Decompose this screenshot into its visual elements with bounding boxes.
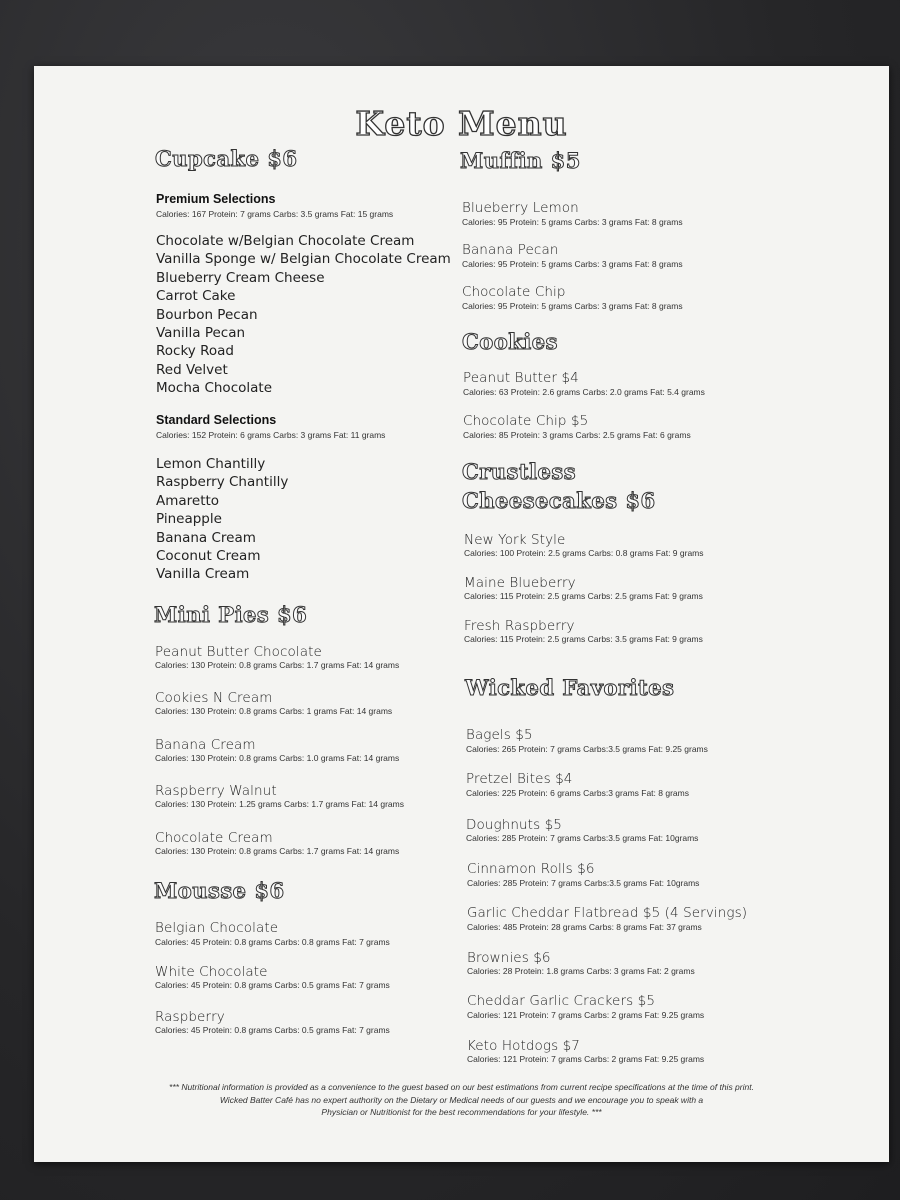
muffin-name: Blueberry Lemon [462,200,579,216]
list-item: Rocky Road [156,343,234,360]
mini-pie-name: Raspberry Walnut [155,783,277,799]
mousse-name: White Chocolate [155,964,268,980]
list-item: Chocolate w/Belgian Chocolate Cream [156,233,415,249]
list-item: Coconut Cream [156,548,261,565]
list-item: Red Velvet [156,361,228,378]
muffin-name: Banana Pecan [462,242,559,258]
mousse-nutrition: Calories: 45 Protein: 0.8 grams Carbs: 0.5 grams Fat: 7 grams [155,980,390,990]
wicked-item-name: Garlic Cheddar Flatbread $5 (4 Servings) [467,905,748,921]
mousse-name: Belgian Chocolate [155,920,279,936]
cheesecake-nutrition: Calories: 115 Protein: 2.5 grams Carbs: 2.5 grams Fat: 9 grams [464,591,703,601]
wicked-item-nutrition: Calories: 265 Protein: 7 grams Carbs:3.5 grams Fat: 9.25 grams [466,744,708,754]
premium-selections-label: Premium Selections [156,192,276,206]
list-item: Raspberry Chantilly [156,474,289,491]
cheesecakes-heading-line1: Crustless [462,459,577,484]
standard-cupcake-list [156,455,288,584]
wicked-item-nutrition: Calories: 28 Protein: 1.8 grams Carbs: 3 grams Fat: 2 grams [467,966,695,976]
list-item: Vanilla Sponge w/ Belgian Chocolate Cream [156,251,451,268]
wicked-item-name: Pretzel Bites $4 [466,771,573,787]
cheesecake-name: Fresh Raspberry [464,618,575,634]
premium-cupcake-list [156,232,451,398]
cookies-heading: Cookies [462,329,558,354]
cupcake-heading: Cupcake $6 [155,146,298,171]
mini-pie-name: Chocolate Cream [155,830,273,846]
cheesecake-name: Maine Blueberry [464,575,576,591]
list-item: Vanilla Pecan [156,325,246,342]
list-item: Vanilla Cream [156,566,250,583]
wicked-item-name: Bagels $5 [466,727,533,743]
list-item: Carrot Cake [156,288,236,305]
mini-pies-heading: Mini Pies $6 [154,602,308,627]
list-item: Mocha Chocolate [156,380,272,397]
wicked-item-nutrition: Calories: 285 Protein: 7 grams Carbs:3.5 grams Fat: 10grams [466,833,699,843]
mini-pie-name: Cookies N Cream [155,690,273,706]
disclaimer-line: Physician or Nutritionist for the best recommendations for your lifestyle. *** [321,1107,602,1117]
mini-pie-nutrition: Calories: 130 Protein: 0.8 grams Carbs: 1.7 grams Fat: 14 grams [155,846,400,856]
list-item: Banana Cream [156,529,256,546]
list-item: Pineapple [156,511,222,528]
wicked-item-name: Cheddar Garlic Crackers $5 [467,993,656,1009]
mini-pie-nutrition: Calories: 130 Protein: 0.8 grams Carbs: 1 grams Fat: 14 grams [155,706,393,716]
list-item: Lemon Chantilly [156,456,266,472]
wicked-item-name: Keto Hotdogs $7 [467,1038,580,1054]
mousse-nutrition: Calories: 45 Protein: 0.8 grams Carbs: 0.8 grams Fat: 7 grams [155,937,390,947]
cookie-nutrition: Calories: 63 Protein: 2.6 grams Carbs: 2.0 grams Fat: 5.4 grams [463,387,705,397]
mini-pie-nutrition: Calories: 130 Protein: 1.25 grams Carbs: 1.7 grams Fat: 14 grams [155,799,404,809]
cookie-name: Chocolate Chip $5 [463,413,589,429]
standard-nutrition: Calories: 152 Protein: 6 grams Carbs: 3 grams Fat: 11 grams [156,430,386,440]
cookie-name: Peanut Butter $4 [463,370,579,386]
wicked-item-nutrition: Calories: 285 Protein: 7 grams Carbs:3.5 grams Fat: 10grams [467,878,700,888]
menu-title: Keto Menu [355,104,568,143]
cheesecakes-heading-line2: Cheesecakes $6 [462,488,656,513]
muffin-nutrition: Calories: 95 Protein: 5 grams Carbs: 3 grams Fat: 8 grams [462,259,683,269]
cheesecake-name: New York Style [464,532,566,548]
wicked-item-name: Brownies $6 [467,950,551,966]
disclaimer-line: *** Nutritional information is provided as a convenience to the guest based on our best estimations from current recipe specifications at the time of this print. [169,1082,754,1092]
list-item: Amaretto [156,492,220,509]
muffin-heading: Muffin $5 [460,148,581,173]
cheesecake-nutrition: Calories: 100 Protein: 2.5 grams Carbs: 0.8 grams Fat: 9 grams [464,548,704,558]
list-item: Bourbon Pecan [156,306,258,323]
menu-page [34,66,889,1162]
wicked-favorites-heading: Wicked Favorites [465,675,675,700]
mousse-heading: Mousse $6 [154,878,285,903]
muffin-name: Chocolate Chip [462,284,566,300]
wicked-item-nutrition: Calories: 225 Protein: 6 grams Carbs:3 grams Fat: 8 grams [466,788,689,798]
premium-nutrition: Calories: 167 Protein: 7 grams Carbs: 3.5 grams Fat: 15 grams [156,209,394,219]
muffin-nutrition: Calories: 95 Protein: 5 grams Carbs: 3 grams Fat: 8 grams [462,301,683,311]
mini-pie-name: Peanut Butter Chocolate [155,644,322,660]
standard-selections-label: Standard Selections [156,413,277,427]
cookie-nutrition: Calories: 85 Protein: 3 grams Carbs: 2.5 grams Fat: 6 grams [463,430,691,440]
nutrition-disclaimer [34,1081,889,1119]
wicked-item-nutrition: Calories: 121 Protein: 7 grams Carbs: 2 grams Fat: 9.25 grams [467,1054,705,1064]
mousse-nutrition: Calories: 45 Protein: 0.8 grams Carbs: 0.5 grams Fat: 7 grams [155,1025,390,1035]
wicked-item-nutrition: Calories: 485 Protein: 28 grams Carbs: 8 grams Fat: 37 grams [467,922,702,932]
mini-pie-name: Banana Cream [155,737,256,753]
wicked-item-name: Doughnuts $5 [466,817,562,833]
mini-pie-nutrition: Calories: 130 Protein: 0.8 grams Carbs: 1.0 grams Fat: 14 grams [155,753,400,763]
disclaimer-line: Wicked Batter Café has no expert authority on the Dietary or Medical needs of our guests and we encourage you to speak with a [219,1094,704,1105]
list-item: Blueberry Cream Cheese [156,269,325,286]
cheesecake-nutrition: Calories: 115 Protein: 2.5 grams Carbs: 3.5 grams Fat: 9 grams [464,634,703,644]
wicked-item-name: Cinnamon Rolls $6 [467,861,595,877]
mini-pie-nutrition: Calories: 130 Protein: 0.8 grams Carbs: 1.7 grams Fat: 14 grams [155,660,400,670]
mousse-name: Raspberry [155,1009,225,1025]
wicked-item-nutrition: Calories: 121 Protein: 7 grams Carbs: 2 grams Fat: 9.25 grams [467,1010,705,1020]
muffin-nutrition: Calories: 95 Protein: 5 grams Carbs: 3 grams Fat: 8 grams [462,217,683,227]
